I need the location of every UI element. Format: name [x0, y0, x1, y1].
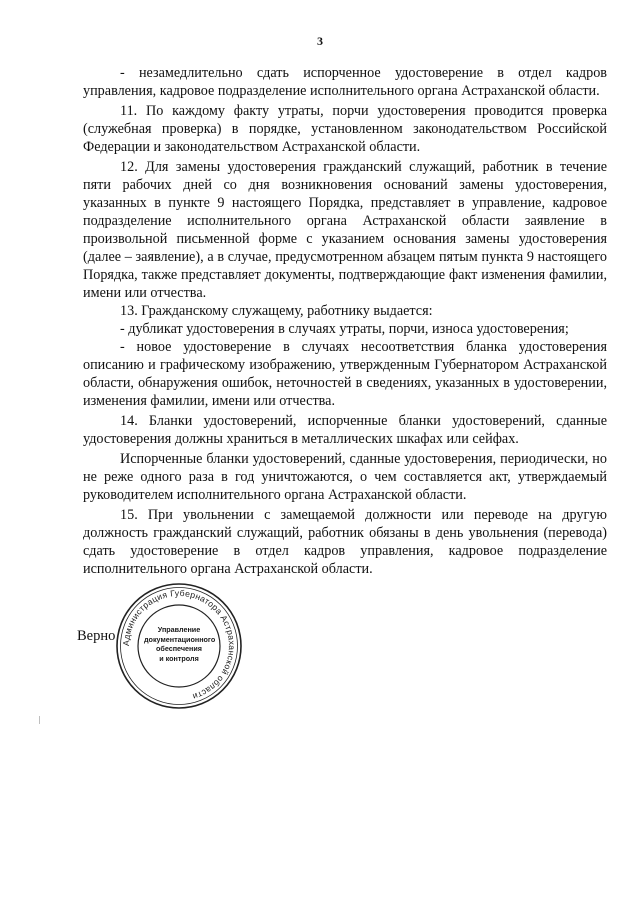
paragraph-return-card: - незамедлительно сдать испорченное удостоверение в отдел кадров управления, кадровое подразделение исполнительного органа Астраханской области.: [83, 65, 607, 99]
paragraph-11: 11. По каждому факту утраты, порчи удостоверения проводится проверка (служебная проверка) в порядке, установленном законодательством Российской Федерации и законодательством Астраханской области.: [83, 103, 607, 155]
paragraph-14: 14. Бланки удостоверений, испорченные бланки удостоверений, сданные удостоверения должны храниться в металлических шкафах или сейфах.: [83, 413, 607, 447]
verno-signature-label: Верно: [77, 628, 116, 644]
paragraph-15: 15. При увольнении с замещаемой должности или переводе на другую должность гражданский служащий, работник обязаны в день увольнения (перевода) сдать удостоверение в отдел кадров управления, кадровое подразделение исполнительного органа Астраханской области.: [83, 507, 607, 577]
paragraph-14-destruction: Испорченные бланки удостоверений, сданные удостоверения, периодически, но не реже одного раза в год уничтожаются, о чем составляется акт, утверждаемый руководителем исполнительного органа Астраханской области.: [83, 451, 607, 503]
stamp-ring-text: Администрация Губернатора Астраханской области: [120, 587, 238, 702]
official-stamp: [114, 581, 244, 711]
paragraph-13: 13. Гражданскому служащему, работнику выдается:: [120, 303, 433, 319]
document-body: [83, 64, 607, 578]
paragraph-12: 12. Для замены удостоверения гражданский служащий, работник в течение пяти рабочих дней со дня возникновения оснований замены удостоверения, указанных в пункте 9 настоящего Порядка, представляет в управление, кадровое подразделение исполнительного органа Астраханской области заявление в произвольной письменной форме с указанием основания замены удостоверения (далее – заявление), а в случае, предусмотренном абзацем пятым пункта 9 настоящего Порядка, также представляет документы, подтверждающие факт изменения фамилии, имени или отчества.: [83, 159, 607, 301]
page-number: 3: [317, 34, 323, 48]
stamp-center-line: документационного: [144, 634, 216, 644]
stamp-center-line: и контроля: [159, 653, 199, 663]
margin-mark: [39, 716, 40, 724]
stamp-center-text: [144, 625, 214, 663]
paragraph-13-new-card: - новое удостоверение в случаях несоответствия бланка удостоверения описанию и графическому изображению, утвержденным Губернатором Астраханской области, обнаружения ошибок, неточностей в сведениях, указанных в удостоверении, изменения фамилии, имени или отчества.: [83, 339, 607, 409]
stamp-center-line: Управление: [157, 625, 201, 634]
stamp-center-line: обеспечения: [155, 644, 202, 653]
paragraph-13-duplicate: - дубликат удостоверения в случаях утраты, порчи, износа удостоверения;: [120, 321, 569, 337]
